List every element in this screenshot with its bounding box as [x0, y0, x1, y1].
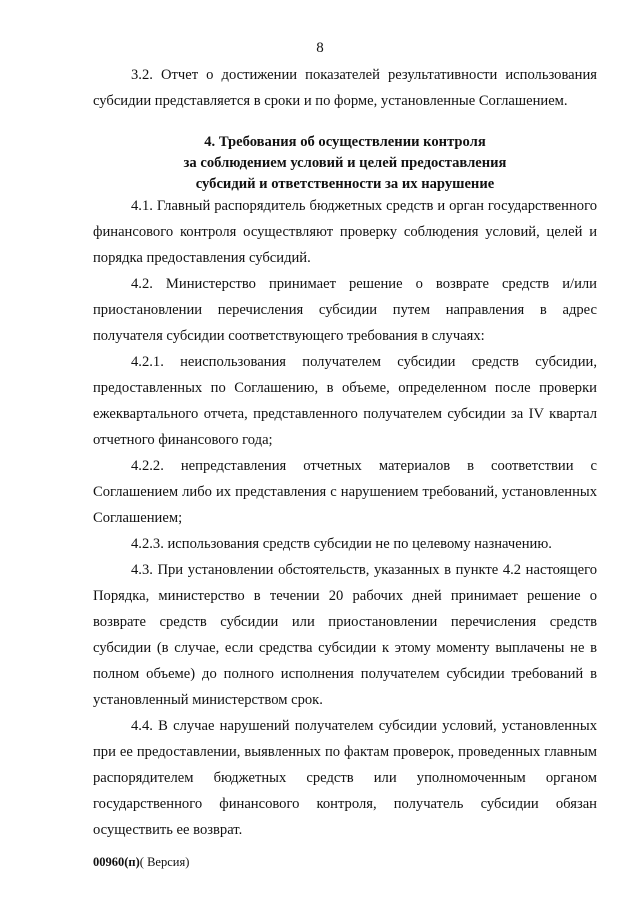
section-4-heading: [93, 132, 597, 195]
paragraph-4-1: 4.1. Главный распорядитель бюджетных средств и орган государственного финансового контроля осуществляют проверку соблюдения условий, целей и порядка предоставления субсидий.: [93, 198, 597, 266]
section-3-2: [93, 62, 597, 114]
paragraph-4-2-3: 4.2.3. использования средств субсидии не по целевому назначению.: [131, 536, 552, 552]
section-4-body: [93, 193, 597, 843]
paragraph-4-2-1: 4.2.1. неиспользования получателем субсидии средств субсидии, предоставленных по Соглашению, в объеме, определенном после проверки ежеквартального отчета, представленного получателем субсидии за IV квартал отчетного финансового года;: [93, 354, 597, 448]
heading-line-3: субсидий и ответственности за их нарушение: [195, 176, 495, 192]
paragraph-4-2: 4.2. Министерство принимает решение о возврате средств и/или приостановлении перечисления субсидии путем направления в адрес получателя субсидии соответствующего требования в случаях:: [93, 276, 597, 344]
heading-line-1: 4. Требования об осуществлении контроля: [204, 134, 486, 150]
paragraph-4-3: 4.3. При установлении обстоятельств, указанных в пункте 4.2 настоящего Порядка, министерство в течении 20 рабочих дней принимает решение о возврате средств субсидии или приостановлении перечисления средств субсидии (в случае, если средства субсидии к этому моменту выплачены не в полном объеме) до полного исполнения получателем субсидии требований в установленный министерством срок.: [93, 562, 597, 708]
document-version: ( Версия): [139, 855, 190, 869]
document-code: 00960(п): [93, 855, 140, 869]
heading-line-2: за соблюдением условий и целей предоставления: [183, 155, 507, 171]
document-footer: [93, 855, 189, 870]
page-number: 8: [316, 40, 324, 56]
paragraph-3-2: 3.2. Отчет о достижении показателей результативности использования субсидии представляется в сроки и по форме, установленные Соглашением.: [93, 67, 597, 109]
paragraph-4-2-2: 4.2.2. непредставления отчетных материалов в соответствии с Соглашением либо их представления с нарушением требований, установленных Соглашением;: [93, 458, 597, 526]
paragraph-4-4: 4.4. В случае нарушений получателем субсидии условий, установленных при ее предоставлении, выявленных по фактам проверок, проведенных главным распорядителем бюджетных средств или уполномоченным органом государственного финансового контроля, получатель субсидии обязан осуществить ее возврат.: [93, 718, 597, 838]
